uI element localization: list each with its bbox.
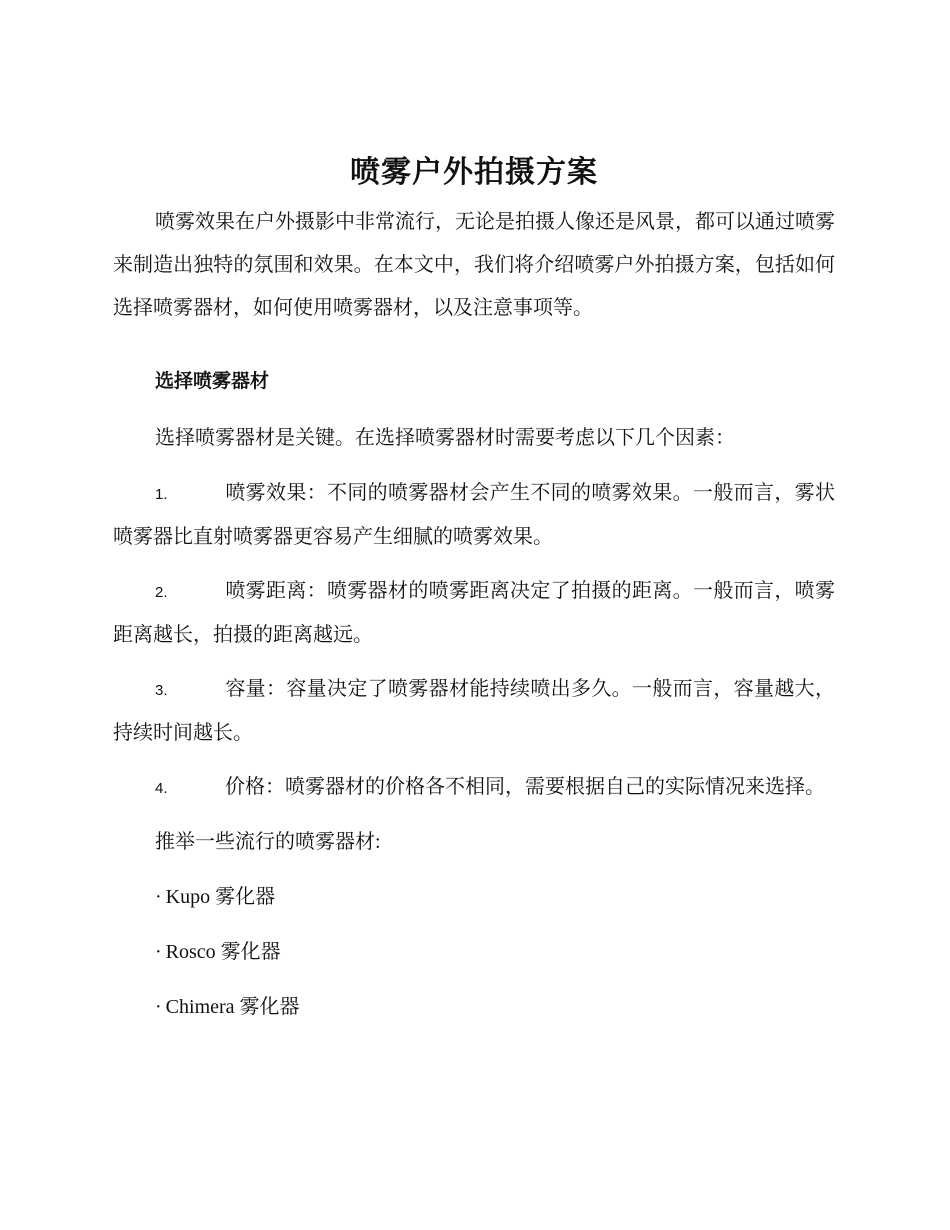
factor-text: 喷雾效果：不同的喷雾器材会产生不同的喷雾效果。一般而言，雾状喷雾器比直射喷雾器更容易产生细腻的喷雾效果。 [113,482,835,548]
factor-text: 容量：容量决定了喷雾器材能持续喷出多久。一般而言，容量越大，持续时间越长。 [113,678,835,744]
recommendation-item [113,931,835,974]
section-heading: 选择喷雾器材 [155,370,270,392]
factor-text: 价格：喷雾器材的价格各不相同，需要根据自己的实际情况来选择。 [225,776,825,798]
recommendation-text: Rosco 雾化器 [165,941,281,963]
list-number: 4. [155,780,168,797]
factor-item [113,668,835,755]
recommendation-text: Chimera 雾化器 [165,996,300,1018]
list-number: 1. [155,486,168,503]
bullet-icon: · [155,941,162,963]
bullet-icon: · [155,886,162,908]
recommendation-item [113,986,835,1029]
document-page [113,148,835,1029]
factor-item [113,570,835,657]
recommendation-item [113,876,835,919]
section-lead-paragraph: 选择喷雾器材是关键。在选择喷雾器材时需要考虑以下几个因素： [155,427,735,449]
recommendation-list [113,876,835,1029]
recommend-lead-paragraph: 推举一些流行的喷雾器材: [155,831,381,853]
bullet-icon: · [155,996,162,1018]
list-number: 3. [155,682,168,699]
factor-item [113,472,835,559]
recommendation-text: Kupo 雾化器 [165,886,276,908]
factor-item [113,766,835,810]
factor-list [113,472,835,810]
intro-paragraph: 喷雾效果在户外摄影中非常流行，无论是拍摄人像还是风景，都可以通过喷雾来制造出独特的氛围和效果。在本文中，我们将介绍喷雾户外拍摄方案，包括如何选择喷雾器材，如何使用喷雾器材，以及注意事项等。 [113,211,835,319]
list-number: 2. [155,584,168,601]
document-title: 喷雾户外拍摄方案 [350,155,598,190]
factor-text: 喷雾距离：喷雾器材的喷雾距离决定了拍摄的距离。一般而言，喷雾距离越长，拍摄的距离越远。 [113,580,835,646]
